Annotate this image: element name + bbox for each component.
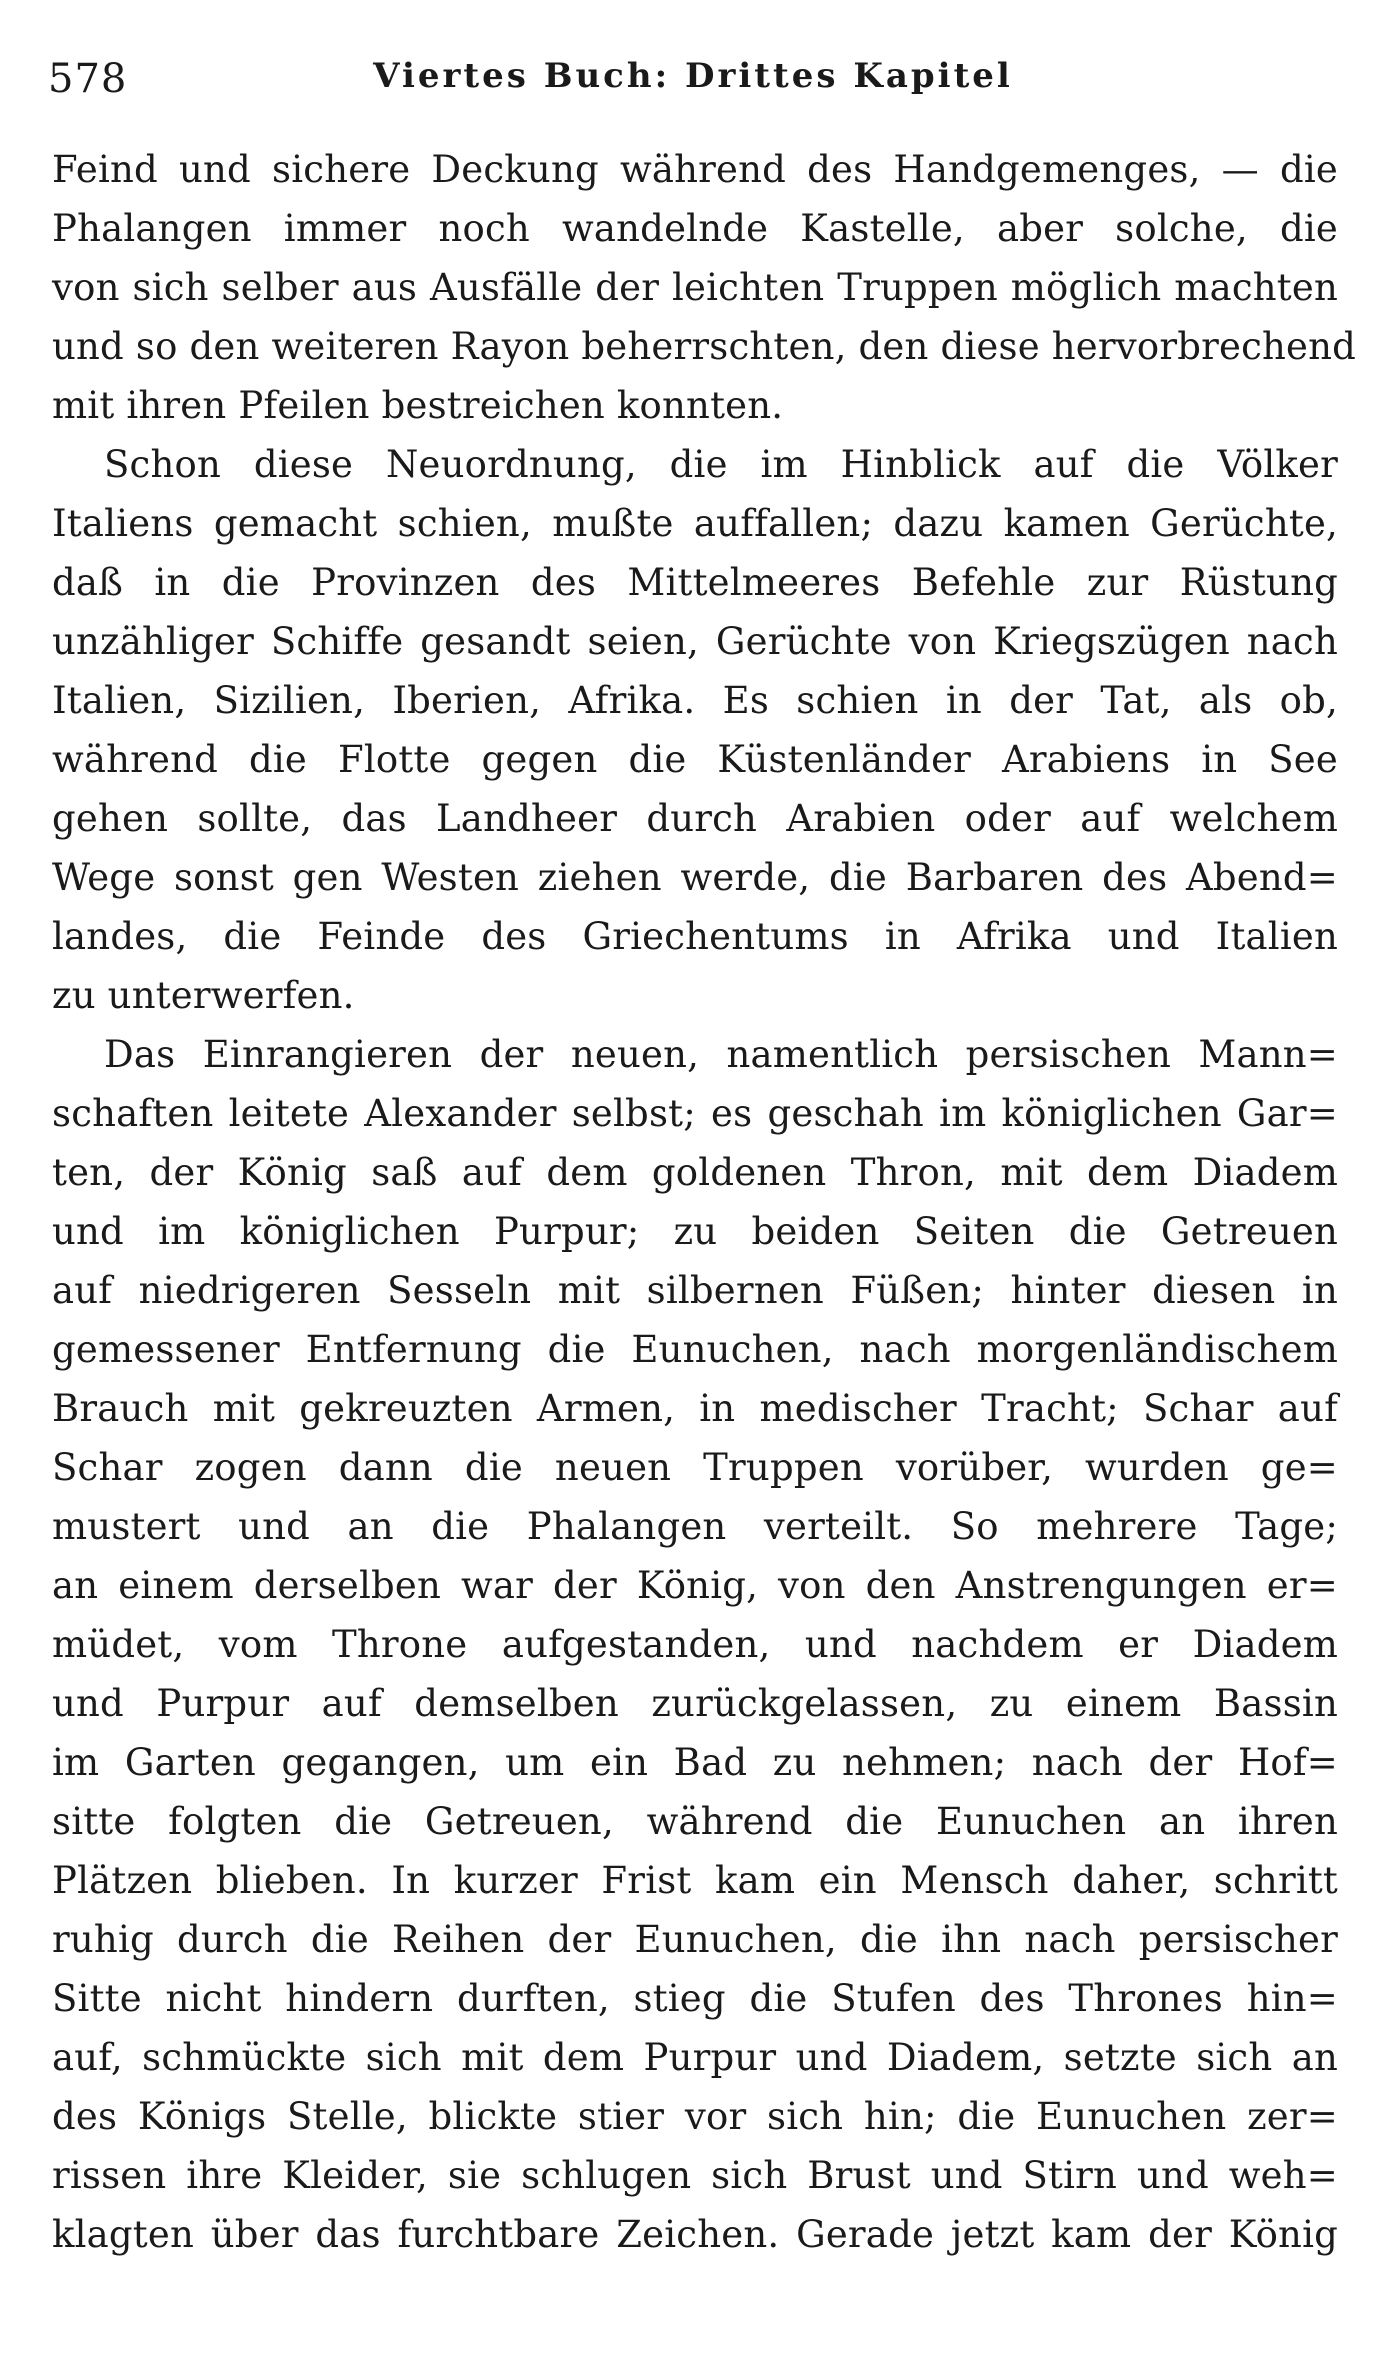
text-line: von sich selber aus Ausfälle der leichten Truppen möglich machten (52, 266, 1338, 309)
page-header (48, 48, 1338, 108)
text-line: Wege sonst gen Westen ziehen werde, die Barbaren des Abend= (52, 856, 1338, 899)
text-line: Plätzen blieben. In kurzer Frist kam ein Mensch daher, schritt (52, 1859, 1338, 1902)
text-line: und im königlichen Purpur; zu beiden Seiten die Getreuen (52, 1210, 1338, 1253)
text-line: Schon diese Neuordnung, die im Hinblick auf die Völker (104, 443, 1338, 486)
text-line: Feind und sichere Deckung während des Handgemenges, — die (52, 148, 1338, 191)
paragraph-2 (52, 435, 1338, 1025)
text-line: auf niedrigeren Sesseln mit silbernen Füßen; hinter diesen in (52, 1269, 1338, 1312)
text-line: während die Flotte gegen die Küstenländer Arabiens in See (52, 738, 1338, 781)
text-line: schaften leitete Alexander selbst; es geschah im königlichen Gar= (52, 1092, 1338, 1135)
text-line: sitte folgten die Getreuen, während die Eunuchen an ihren (52, 1800, 1338, 1843)
text-line: an einem derselben war der König, von den Anstrengungen er= (52, 1564, 1338, 1607)
text-line: gemessener Entfernung die Eunuchen, nach morgenländischem (52, 1328, 1338, 1371)
text-line: unzähliger Schiffe gesandt seien, Gerüchte von Kriegszügen nach (52, 620, 1338, 663)
text-line: des Königs Stelle, blickte stier vor sich hin; die Eunuchen zer= (52, 2095, 1338, 2138)
text-line: daß in die Provinzen des Mittelmeeres Befehle zur Rüstung (52, 561, 1338, 604)
text-line: ten, der König saß auf dem goldenen Thron, mit dem Diadem (52, 1151, 1338, 1194)
text-line: landes, die Feinde des Griechentums in Afrika und Italien (52, 915, 1338, 958)
text-line: müdet, vom Throne aufgestanden, und nachdem er Diadem (52, 1623, 1338, 1666)
text-line: und Purpur auf demselben zurückgelassen, zu einem Bassin (52, 1682, 1338, 1725)
body-text (52, 140, 1357, 2264)
text-line: Sitte nicht hindern durften, stieg die Stufen des Thrones hin= (52, 1977, 1338, 2020)
text-line: zu unterwerfen. (52, 974, 355, 1017)
text-line: mustert und an die Phalangen verteilt. So mehrere Tage; (52, 1505, 1338, 1548)
text-line: im Garten gegangen, um ein Bad zu nehmen; nach der Hof= (52, 1741, 1338, 1784)
text-line: auf, schmückte sich mit dem Purpur und Diadem, setzte sich an (52, 2036, 1338, 2079)
running-head: Viertes Buch: Drittes Kapitel (373, 56, 1013, 96)
text-line: mit ihren Pfeilen bestreichen konnten. (52, 384, 784, 427)
page-number: 578 (48, 56, 128, 102)
paragraph-1 (52, 140, 1357, 435)
text-line: und so den weiteren Rayon beherrschten, den diese hervorbrechend (52, 325, 1357, 368)
text-line: ruhig durch die Reihen der Eunuchen, die ihn nach persischer (52, 1918, 1338, 1961)
text-line: Phalangen immer noch wandelnde Kastelle, aber solche, die (52, 207, 1338, 250)
text-line: Italiens gemacht schien, mußte auffallen; dazu kamen Gerüchte, (52, 502, 1338, 545)
text-line: Brauch mit gekreuzten Armen, in medischer Tracht; Schar auf (52, 1387, 1338, 1430)
text-line: klagten über das furchtbare Zeichen. Gerade jetzt kam der König (52, 2213, 1338, 2256)
text-line: Italien, Sizilien, Iberien, Afrika. Es schien in der Tat, als ob, (52, 679, 1338, 722)
text-line: Das Einrangieren der neuen, namentlich persischen Mann= (104, 1033, 1338, 1076)
text-line: gehen sollte, das Landheer durch Arabien oder auf welchem (52, 797, 1338, 840)
text-line: Schar zogen dann die neuen Truppen vorüber, wurden ge= (52, 1446, 1338, 1489)
paragraph-3 (52, 1025, 1338, 2264)
text-line: rissen ihre Kleider, sie schlugen sich Brust und Stirn und weh= (52, 2154, 1338, 2197)
